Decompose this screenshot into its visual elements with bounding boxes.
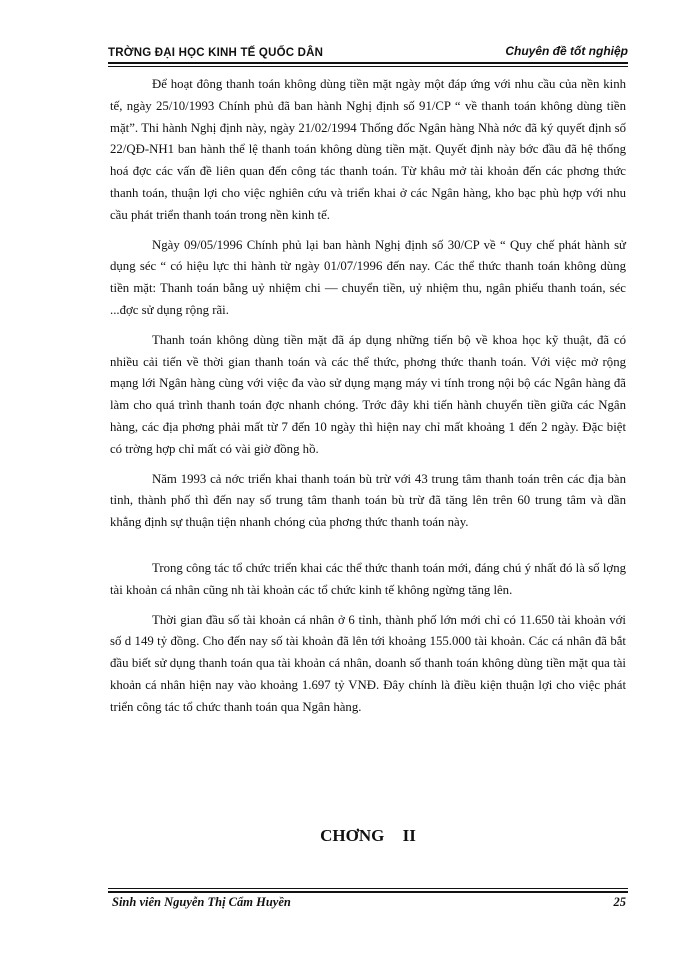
footer-rule-thin [108, 888, 628, 889]
footer-rule-thick [108, 891, 628, 893]
header-rule-thick [108, 62, 628, 64]
header-rule-thin [108, 66, 628, 67]
paragraph-3: Thanh toán không dùng tiền mặt đã áp dụng những tiến bộ về khoa học kỹ thuật, đã có nhiều cải tiến về thời gian thanh toán và các thể thức, phơng thức thanh toán. Với việc mở rộng mạng lới Ngân hàng cùng với việc đa vào sử dụng mạng máy vi tính trong nội bộ các Ngân hàng đã làm cho quá trình thanh toán đợc nhanh chóng. Trớc đây khi tiến hành chuyển tiền giữa các Ngân hàng, các địa phơng phải mất từ 7 đến 10 ngày thì hiện nay chỉ mất khoảng 1 đến 2 ngày. Đặc biệt có trờng hợp chỉ mất có vài giờ đồng hồ. [110, 332, 626, 456]
footer-author: Sinh viên Nguyễn Thị Cẩm Huyền [112, 895, 291, 909]
header-document-type: Chuyên đề tốt nghiệp [505, 44, 628, 58]
paragraph-2: Ngày 09/05/1996 Chính phủ lại ban hành Nghị định số 30/CP về “ Quy chế phát hành sử dụng séc “ có hiệu lực thi hành từ ngày 01/07/1996 đến nay. Các thể thức thanh toán không dùng tiền mặt: Thanh toán bằng uỷ nhiệm chi — chuyển tiền, uỷ nhiệm thu, ngân phiếu thanh toán, séc ...đợc sử dụng rộng rãi. [110, 237, 626, 317]
header-university: TRỜNG ĐẠI HỌC KINH TẾ QUỐC DÂN [108, 47, 324, 59]
body-text [110, 74, 626, 727]
paragraph-1: Để hoạt đông thanh toán không dùng tiền mặt ngày một đáp ứng với nhu cầu của nền kinh tế, ngày 25/10/1993 Chính phủ đã ban hành Nghị định số 91/CP “ về thanh toán không dùng tiền mặt”. Thi hành Nghị định này, ngày 21/02/1994 Thống đốc Ngân hàng Nhà nớc đã ký quyết định số 22/QĐ-NH1 ban hành thể lệ thanh toán không dùng tiền mặt. Quyết định này bớc đầu đã hệ thống hoá đợc các vấn đề liên quan đến công tác thanh toán. Từ khâu mở tài khoản đến các phơng thức thanh toán, thuận lợi cho việc nghiên cứu và triển khai ở các Ngân hàng, kho bạc phù hợp với nhu cầu phát triển thanh toán trong nền kinh tế. [110, 77, 626, 222]
paragraph-6: Thời gian đầu số tài khoản cá nhân ở 6 tỉnh, thành phố lớn mới chỉ có 11.650 tài khoản với số d 149 tỷ đồng. Cho đến nay số tài khoản đã lên tới khoảng 155.000 tài khoản. Các cá nhân đã bắt đầu biết sử dụng thanh toán qua tài khoản cá nhân, doanh số thanh toán không dùng tiền mặt qua tài khoản cá nhân hiện nay vào khoảng 1.697 tỷ VNĐ. Đây chính là điều kiện thuận lợi cho việc phát triển công tác tổ chức thanh toán qua Ngân hàng. [110, 612, 626, 714]
footer-page-number: 25 [613, 895, 626, 909]
chapter-heading: CHƠNG II [320, 826, 416, 845]
page-header [108, 38, 628, 62]
paragraph-4: Năm 1993 cả nớc triển khai thanh toán bù trừ với 43 trung tâm thanh toán trên các địa bàn tỉnh, thành phố thì đến nay số trung tâm thanh toán bù trừ đã tăng lên trên 60 trung tâm và dần khẳng định sự thuận tiện nhanh chóng của phơng thức thanh toán này. [110, 471, 626, 530]
paragraph-5: Trong công tác tổ chức triển khai các thể thức thanh toán mới, đáng chú ý nhất đó là số lợng tài khoản cá nhân cũng nh tài khoản các tổ chức kinh tế không ngừng tăng lên. [110, 560, 626, 597]
